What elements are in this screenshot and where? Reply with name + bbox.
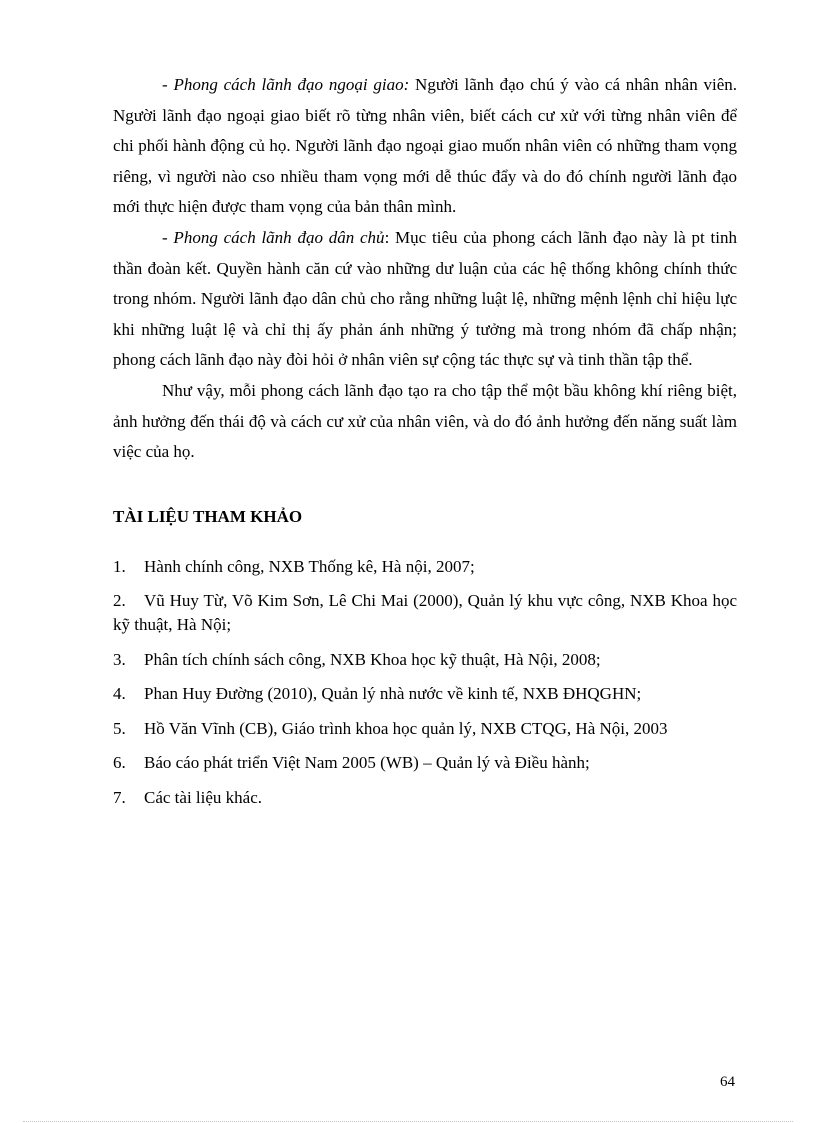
reference-text: Hành chính công, NXB Thống kê, Hà nội, 2007;	[144, 556, 475, 576]
reference-item	[113, 589, 737, 637]
paragraph-diplomatic-style	[113, 70, 737, 223]
page-bottom-divider	[23, 1121, 793, 1122]
reference-text: Các tài liệu khác.	[144, 787, 263, 807]
reference-item	[113, 682, 737, 706]
paragraph-conclusion	[113, 376, 737, 468]
reference-number: 5.	[113, 718, 126, 738]
paragraph-lead: - Phong cách lãnh đạo dân chủ	[162, 227, 385, 247]
reference-item	[113, 751, 737, 775]
reference-item	[113, 717, 737, 741]
paragraph-text: : Mục tiêu của phong cách lãnh đạo này là pt tinh thần đoàn kết. Quyền hành căn cứ vào những dư luận của các hệ thống không chính thức trong nhóm. Người lãnh đạo dân chủ cho rằng những luật lệ, những mệnh lệnh chỉ hiệu lực khi những luật lệ và chỉ thị ấy phản ánh những ý tưởng mà trong nhóm đã chấp nhận; phong cách lãnh đạo này đòi hỏi ở nhân viên sự cộng tác thực sự và tinh thần tập thể.	[113, 227, 737, 370]
reference-item	[113, 786, 737, 810]
reference-text: Hồ Văn Vĩnh (CB), Giáo trình khoa học quản lý, NXB CTQG, Hà Nội, 2003	[144, 718, 668, 738]
reference-number: 1.	[113, 556, 126, 576]
paragraph-lead: - Phong cách lãnh đạo ngoại giao:	[162, 75, 410, 94]
reference-text: Phân tích chính sách công, NXB Khoa học kỹ thuật, Hà Nội, 2008;	[144, 649, 601, 669]
page-number: 64	[720, 1074, 735, 1090]
reference-number: 6.	[113, 753, 126, 773]
reference-item	[113, 555, 737, 579]
paragraph-text: Như vậy, mỗi phong cách lãnh đạo tạo ra cho tập thể một bầu không khí riêng biệt, ảnh hưởng đến thái độ và cách cư xử của nhân viên, và do đó ảnh hưởng đến năng suất làm việc của họ.	[113, 380, 737, 462]
reference-text: Vũ Huy Từ, Võ Kim Sơn, Lê Chi Mai (2000), Quản lý khu vực công, NXB Khoa học kỹ thuật, Hà Nội;	[113, 591, 737, 635]
reference-text: Phan Huy Đường (2010), Quản lý nhà nước về kinh tế, NXB ĐHQGHN;	[144, 684, 642, 704]
references-heading: TÀI LIỆU THAM KHẢO	[113, 506, 303, 526]
reference-number: 7.	[113, 787, 126, 807]
paragraph-text: Người lãnh đạo chú ý vào cá nhân nhân viên. Người lãnh đạo ngoại giao biết rõ từng nhân viên, biết cách cư xử với từng nhân viên để chi phối hành động củ họ. Người lãnh đạo ngoại giao muốn nhân viên có những tham vọng riêng, vì người nào cso nhiều tham vọng mới dễ thúc đẩy và do đó chính người lãnh đạo mới thực hiện được tham vọng của bản thân mình.	[113, 75, 738, 217]
references-list	[113, 555, 737, 810]
document-page	[113, 70, 737, 820]
reference-number: 3.	[113, 649, 126, 669]
paragraph-democratic-style	[113, 223, 737, 376]
reference-number: 2.	[113, 591, 126, 611]
reference-item	[113, 648, 737, 672]
reference-number: 4.	[113, 684, 126, 704]
reference-text: Báo cáo phát triển Việt Nam 2005 (WB) – Quản lý và Điều hành;	[144, 753, 590, 773]
